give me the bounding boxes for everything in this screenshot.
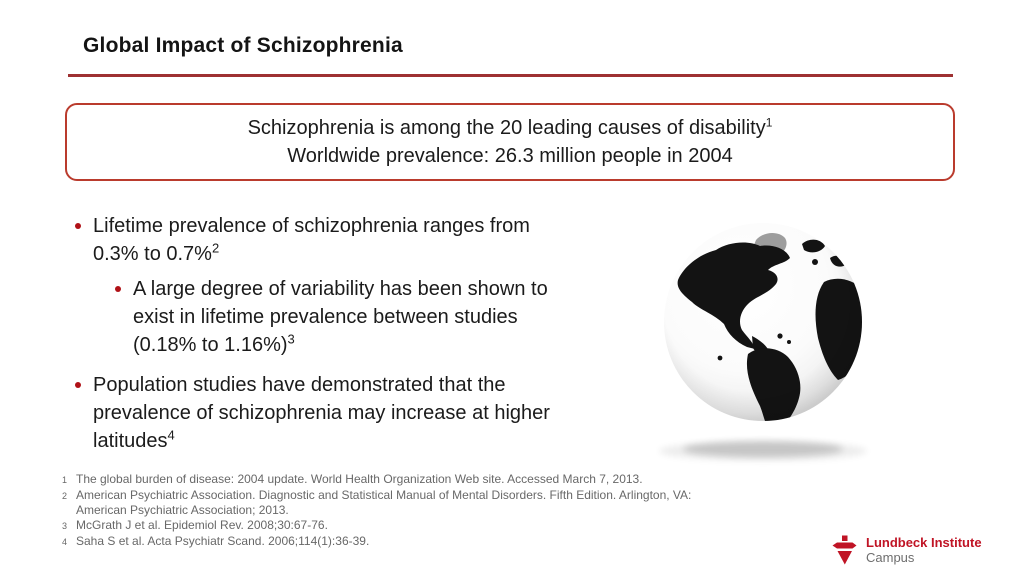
list-item bbox=[115, 275, 635, 359]
list-item bbox=[75, 212, 635, 268]
footnote-marker: 4 bbox=[62, 537, 68, 547]
key-message-line2: Worldwide prevalence: 26.3 million people in 2004 bbox=[287, 145, 733, 167]
list-item bbox=[75, 371, 635, 455]
bullet-dot-icon bbox=[115, 286, 121, 292]
reference-superscript: 4 bbox=[167, 427, 175, 443]
footnote bbox=[62, 472, 722, 488]
footnote-marker: 1 bbox=[62, 475, 68, 485]
logo-text bbox=[866, 535, 982, 565]
bullet-list bbox=[75, 212, 635, 462]
footnote-text: Saha S et al. Acta Psychiatr Scand. 2006;114(1):36-39. bbox=[76, 534, 370, 548]
bullet-text: Population studies have demonstrated that the prevalence of schizophrenia may increase at higher latitudes$^4$ bbox=[93, 374, 550, 452]
footnote-text: The global burden of disease: 2004 update. World Health Organization Web site. Accessed March 7, 2013. bbox=[76, 472, 643, 486]
reference-superscript: 1 bbox=[765, 115, 773, 130]
reference-superscript: 3 bbox=[287, 331, 295, 347]
key-message-line1: Schizophrenia is among the 20 leading causes of disability$^1$ bbox=[247, 115, 773, 139]
bullet-text: Lifetime prevalence of schizophrenia ranges from 0.3% to 0.7%$^2$ bbox=[93, 215, 530, 265]
logo-name: Lundbeck Institute bbox=[866, 535, 982, 550]
footnote-text: McGrath J et al. Epidemiol Rev. 2008;30:67-76. bbox=[76, 518, 328, 532]
footnote-marker: 2 bbox=[62, 491, 68, 501]
bullet-dot-icon bbox=[75, 382, 81, 388]
footnotes bbox=[62, 472, 722, 550]
lundbeck-logo bbox=[832, 535, 982, 565]
page-title: Global Impact of Schizophrenia bbox=[83, 34, 403, 57]
footnote bbox=[62, 518, 722, 534]
title-underline bbox=[68, 74, 953, 77]
bullet-text: A large degree of variability has been shown to exist in lifetime prevalence between studies (0.18% to 1.16%)$^3$ bbox=[133, 278, 548, 356]
lundbeck-star-icon bbox=[832, 535, 857, 565]
globe-image bbox=[656, 218, 878, 470]
footnote bbox=[62, 534, 722, 550]
footnote-text: American Psychiatric Association. Diagnostic and Statistical Manual of Mental Disorders. Fifth Edition. Arlington, VA: American Psychiatric Association; 2013. bbox=[76, 488, 692, 517]
key-message-box bbox=[65, 103, 955, 181]
footnote bbox=[62, 488, 722, 518]
logo-campus: Campus bbox=[866, 550, 915, 565]
reference-superscript: 2 bbox=[211, 240, 220, 256]
footnote-marker: 3 bbox=[62, 521, 68, 531]
bullet-dot-icon bbox=[75, 223, 81, 229]
